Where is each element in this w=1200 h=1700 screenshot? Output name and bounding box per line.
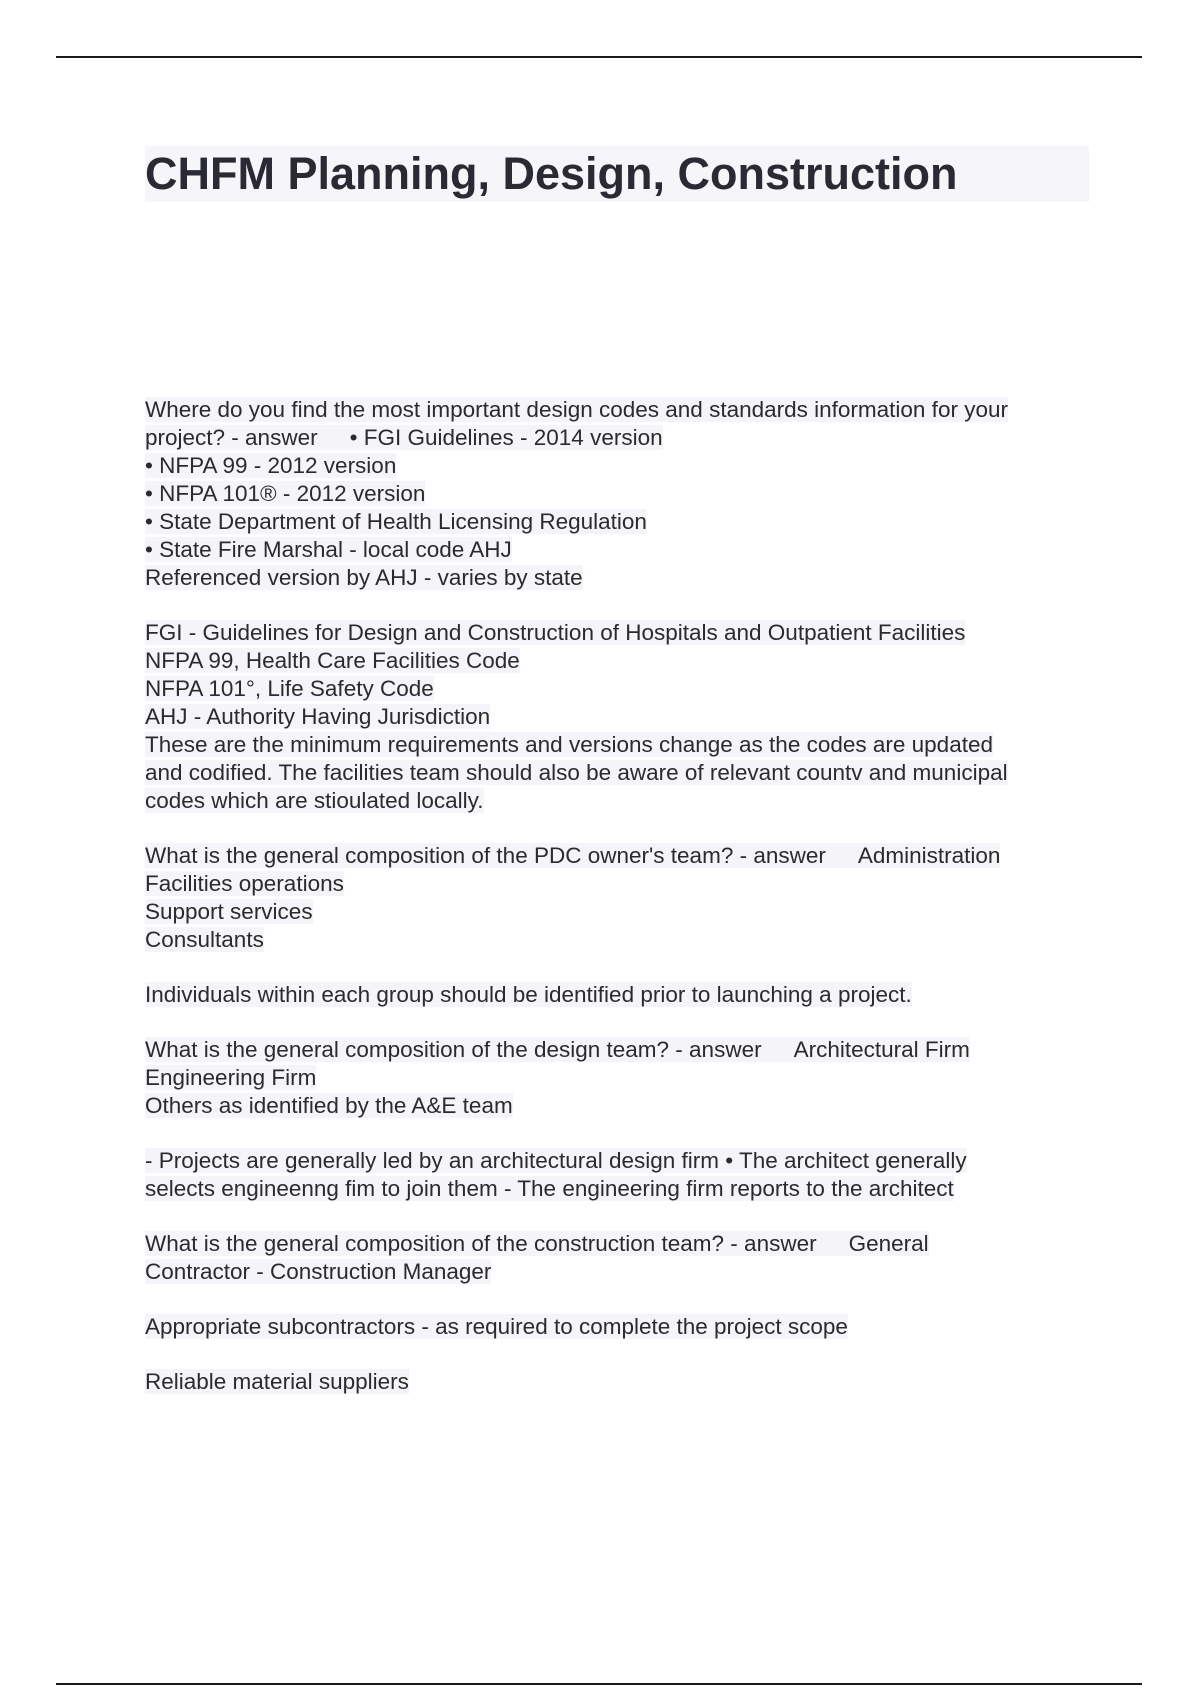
paragraph-owner-team [145, 842, 1085, 954]
text-line: Facilities operations [145, 871, 344, 896]
text-line: FGI - Guidelines for Design and Construction of Hospitals and Outpatient Facilities [145, 620, 966, 645]
text-line: Where do you find the most important design codes and standards information for your [145, 397, 1008, 422]
text-line: Others as identified by the A&E team [145, 1093, 513, 1118]
text-line: NFPA 99, Health Care Facilities Code [145, 648, 520, 673]
text-line: Individuals within each group should be identified prior to launching a project. [145, 982, 912, 1007]
answer-first-line: • FGI Guidelines - 2014 version [349, 425, 663, 450]
text-line: Appropriate subcontractors - as required to complete the project scope [145, 1314, 848, 1339]
document-body [145, 396, 1085, 1423]
paragraph-codes-definitions [145, 619, 1085, 815]
question-text: What is the general composition of the PDC owner's team? - answer [145, 843, 826, 868]
text-line: Consultants [145, 927, 264, 952]
text-line: • State Fire Marshal - local code AHJ [145, 537, 512, 562]
text-line: • State Department of Health Licensing Regulation [145, 509, 647, 534]
text-line: Support services [145, 899, 313, 924]
top-rule [56, 56, 1142, 58]
answer-first-line: Architectural Firm [793, 1037, 970, 1062]
text-line: and codified. The facilities team should also be aware of relevant countv and municipal [145, 760, 1008, 785]
paragraph-design-team-note [145, 1147, 1085, 1203]
paragraph-codes-question [145, 396, 1085, 592]
text-line: codes which are stioulated locally. [145, 788, 484, 813]
text-line: • NFPA 101® - 2012 version [145, 481, 426, 506]
paragraph-owner-team-note [145, 981, 1085, 1009]
answer-first-line: Administration [857, 843, 1001, 868]
answer-first-line: General [848, 1231, 929, 1256]
text-line: • NFPA 99 - 2012 version [145, 453, 397, 478]
text-line: AHJ - Authority Having Jurisdiction [145, 704, 491, 729]
paragraph-subcontractors [145, 1313, 1085, 1341]
text-line: Contractor - Construction Manager [145, 1259, 492, 1284]
text-line: selects engineenng fim to join them - The engineering firm reports to the architect [145, 1176, 954, 1201]
question-text: What is the general composition of the construction team? - answer [145, 1231, 817, 1256]
document-title: CHFM Planning, Design, Construction [145, 148, 958, 199]
question-tail: project? - answer [145, 425, 318, 450]
paragraph-design-team [145, 1036, 1085, 1120]
paragraph-suppliers [145, 1368, 1085, 1396]
text-line: - Projects are generally led by an architectural design firm • The architect generally [145, 1148, 967, 1173]
text-line: Referenced version by AHJ - varies by state [145, 565, 583, 590]
text-line: Reliable material suppliers [145, 1369, 409, 1394]
text-line: These are the minimum requirements and versions change as the codes are updated [145, 732, 993, 757]
text-line: NFPA 101°, Life Safety Code [145, 676, 434, 701]
bottom-rule [56, 1683, 1142, 1685]
text-line: Engineering Firm [145, 1065, 317, 1090]
question-text: What is the general composition of the design team? - answer [145, 1037, 762, 1062]
paragraph-construction-team [145, 1230, 1085, 1286]
